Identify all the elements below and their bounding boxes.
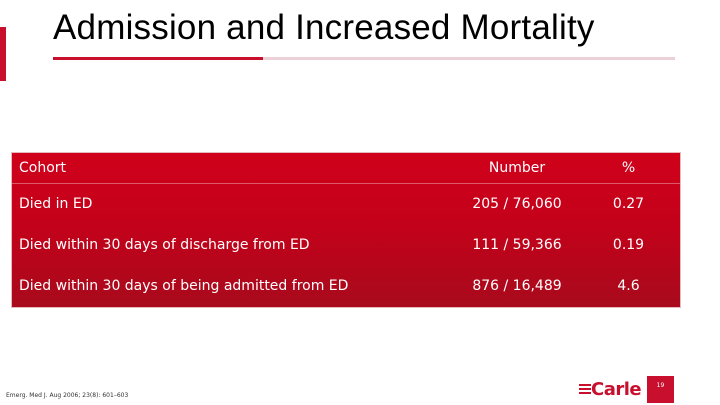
cell-cohort: Died within 30 days of discharge from ED: [19, 237, 310, 254]
carle-logo-icon: [579, 382, 591, 396]
cell-number: 205 / 76,060: [472, 196, 562, 213]
cell-percent: 0.19: [612, 237, 645, 254]
cell-number: 876 / 16,489: [472, 278, 562, 295]
cell-cohort: Died within 30 days of being admitted from ED: [19, 278, 349, 295]
table-row: [12, 224, 680, 265]
header-percent: %: [621, 159, 636, 176]
left-accent-bar: [0, 27, 6, 81]
title-underline-accent: [53, 57, 263, 60]
header-number: Number: [488, 159, 546, 176]
carle-logo: [579, 376, 641, 402]
cell-number: 111 / 59,366: [472, 237, 562, 254]
mortality-table-panel: [12, 153, 680, 307]
citation-text: Emerg. Med J. Aug 2006; 23(8): 601–603: [6, 392, 129, 399]
table-header-row: [12, 153, 680, 183]
slide-title: Admission and Increased Mortality: [53, 8, 595, 47]
logo-wordmark: Carle: [591, 378, 642, 400]
header-cohort: Cohort: [19, 159, 67, 176]
cell-cohort: Died in ED: [19, 196, 93, 213]
table-row: [12, 266, 680, 307]
cell-percent: 0.27: [612, 196, 645, 213]
page-number-badge: 19: [647, 376, 674, 403]
mortality-table: [12, 153, 680, 307]
cell-percent: 4.6: [617, 278, 640, 295]
table-row: [12, 183, 680, 224]
title-underline: [53, 57, 675, 60]
